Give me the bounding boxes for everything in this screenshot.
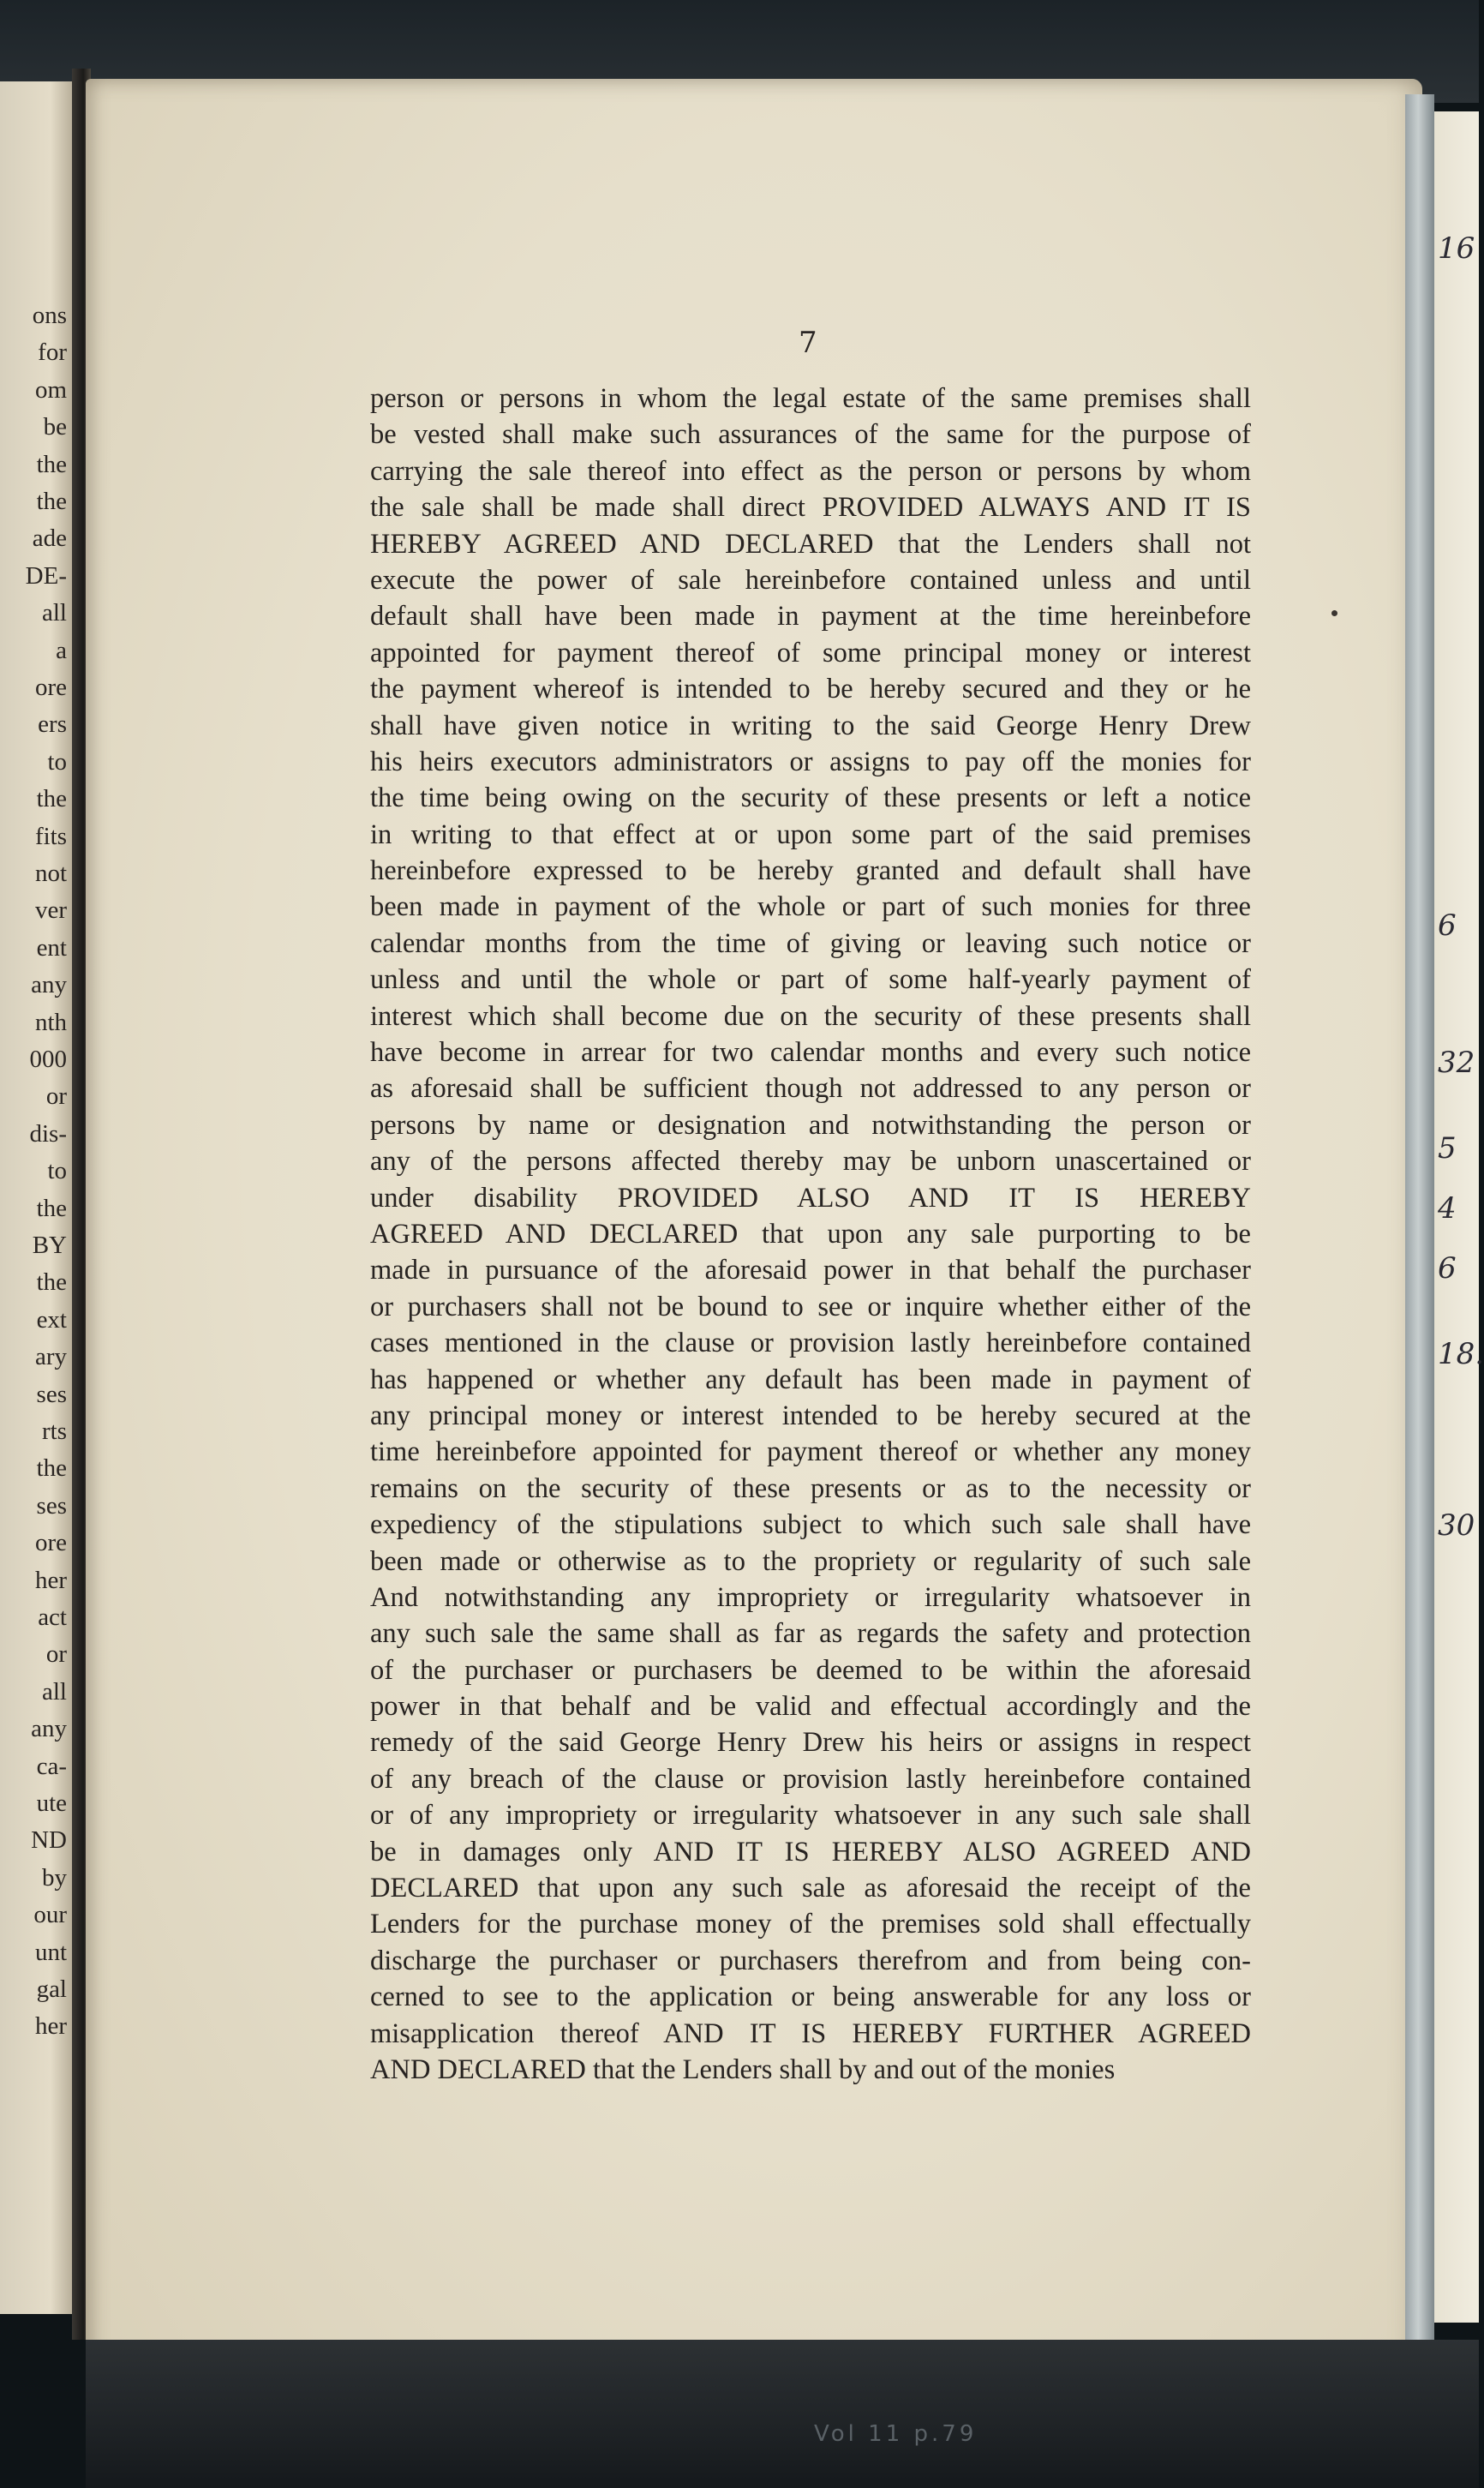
left-page-fragment: 000 xyxy=(29,1046,67,1073)
left-page-fragment: any xyxy=(31,1715,67,1743)
text-line: or of any impropriety or irregularity whatsoever in any such sale shall xyxy=(370,1800,1251,1832)
handwritten-margin-mark: 6 xyxy=(1438,908,1457,943)
text-line: AGREED AND DECLARED that upon any sale purporting to be xyxy=(370,1218,1251,1250)
text-line: And notwithstanding any impropriety or irregularity whatsoever in xyxy=(370,1581,1251,1613)
handwritten-margin-mark: 16 xyxy=(1438,231,1475,266)
left-page-fragment: her xyxy=(34,2012,67,2041)
text-line: be vested shall make such assurances of the same for the purpose of xyxy=(370,419,1251,451)
left-page-fragment: any xyxy=(31,971,67,999)
left-page-fragment: act xyxy=(38,1604,67,1631)
text-line: execute the power of sale hereinbefore contained unless and until xyxy=(370,564,1251,596)
text-line: as aforesaid shall be sufficient though not addressed to any person or xyxy=(370,1073,1251,1105)
text-line: the sale shall be made shall direct PROVIDED ALWAYS AND IT IS xyxy=(370,492,1251,524)
left-page-fragment: by xyxy=(42,1863,67,1891)
text-line: Lenders for the purchase money of the premises sold shall effectually xyxy=(370,1909,1251,1940)
text-line: in writing to that effect at or upon some part of the said premises xyxy=(370,818,1251,850)
text-line: or purchasers shall not be bound to see or inquire whether either of the xyxy=(370,1291,1251,1322)
text-line: have become in arrear for two calendar months and every such notice xyxy=(370,1037,1251,1069)
text-line: the time being owing on the security of these presents or left a notice xyxy=(370,782,1251,814)
margin-dot xyxy=(1331,610,1337,616)
left-page-fragment: dis- xyxy=(29,1119,67,1148)
left-page-fragment: DE- xyxy=(25,561,67,590)
bottom-note: Vol 11 p.79 xyxy=(814,2421,978,2447)
left-page-fragment: to xyxy=(47,747,67,776)
text-line: power in that behalf and be valid and effectual accordingly and the xyxy=(370,1691,1251,1723)
page-number: 7 xyxy=(799,326,817,360)
left-page-fragment: to xyxy=(47,1157,67,1185)
left-page-fragment: the xyxy=(36,450,67,478)
text-line: default shall have been made in payment at the time hereinbefore xyxy=(370,601,1251,632)
left-page-fragment: ext xyxy=(36,1305,67,1334)
left-page-fragment: the xyxy=(36,1194,67,1222)
text-line: interest which shall become due on the security of these presents shall xyxy=(370,1000,1251,1032)
left-page-fragment: the xyxy=(36,1454,67,1483)
left-page-fragment: ute xyxy=(36,1790,67,1817)
left-page-fragment: or xyxy=(45,1640,67,1669)
text-line: been made or otherwise as to the propriety or regularity of such sale xyxy=(370,1545,1251,1577)
left-page-fragment: unt xyxy=(34,1938,67,1966)
left-page-fragment: not xyxy=(34,860,67,887)
text-line: of any breach of the clause or provision lastly hereinbefore contained xyxy=(370,1763,1251,1795)
left-page-fragment: ons xyxy=(32,302,67,329)
left-page-fragment: her xyxy=(34,1566,67,1594)
left-page-edge xyxy=(0,81,72,2314)
left-page-fragment: the xyxy=(36,785,67,813)
left-page-fragment: ND xyxy=(31,1826,67,1855)
text-line: has happened or whether any default has been made in payment of xyxy=(370,1364,1251,1395)
handwritten-margin-mark: 6 xyxy=(1438,1251,1457,1286)
text-line: of the purchaser or purchasers be deemed to be within the aforesaid xyxy=(370,1654,1251,1686)
left-page-fragment: fits xyxy=(34,822,67,850)
text-line: any such sale the same shall as far as regards the safety and protection xyxy=(370,1618,1251,1650)
deed-body-text xyxy=(370,381,1251,2088)
text-line: remedy of the said George Henry Drew his heirs or assigns in respect xyxy=(370,1727,1251,1759)
left-page-fragment: ses xyxy=(36,1491,67,1520)
text-line: be in damages only AND IT IS HEREBY ALSO AGREED AND xyxy=(370,1836,1251,1867)
left-page-fragment: the xyxy=(36,1268,67,1297)
text-line: cases mentioned in the clause or provision lastly hereinbefore contained xyxy=(370,1328,1251,1359)
left-page-fragment: ses xyxy=(36,1380,67,1408)
left-page-fragment: ade xyxy=(32,525,67,553)
left-page-fragment: ary xyxy=(34,1343,67,1371)
handwritten-margin-mark: 32 xyxy=(1438,1046,1475,1080)
text-line: hereinbefore expressed to be hereby granted and default shall have xyxy=(370,855,1251,887)
text-line: any of the persons affected thereby may be unborn unascertained or xyxy=(370,1146,1251,1178)
text-line: time hereinbefore appointed for payment thereof or whether any money xyxy=(370,1436,1251,1468)
text-line: carrying the sale thereof into effect as the person or persons by whom xyxy=(370,455,1251,487)
left-page-fragment: ent xyxy=(36,933,67,962)
handwritten-margin-mark: 4 xyxy=(1438,1191,1457,1226)
left-page-fragment: all xyxy=(42,1677,67,1706)
text-line: remains on the security of these presents or as to the necessity or xyxy=(370,1472,1251,1504)
left-page-fragment: rts xyxy=(42,1418,67,1445)
left-page-fragment: nth xyxy=(34,1008,67,1036)
text-line: persons by name or designation and notwithstanding the person or xyxy=(370,1109,1251,1141)
text-line: HEREBY AGREED AND DECLARED that the Lenders shall not xyxy=(370,528,1251,560)
handwritten-margin-mark: 5 xyxy=(1438,1131,1457,1166)
left-page-fragment: the xyxy=(36,488,67,515)
left-page-fragment: ore xyxy=(34,1529,67,1557)
page-edge-strip xyxy=(1405,94,1434,2357)
left-page-fragment: om xyxy=(34,375,67,404)
text-line: his heirs executors administrators or assigns to pay off the monies for xyxy=(370,746,1251,777)
text-line: expediency of the stipulations subject to which such sale shall have xyxy=(370,1509,1251,1541)
left-page-fragment: ca- xyxy=(36,1752,67,1780)
text-line: been made in payment of the whole or part of such monies for three xyxy=(370,891,1251,923)
handwritten-margin-mark: 30 xyxy=(1438,1508,1475,1543)
left-page-fragment: all xyxy=(42,599,67,627)
text-line: under disability PROVIDED ALSO AND IT IS HEREBY xyxy=(370,1182,1251,1214)
text-line: unless and until the whole or part of some half-yearly payment of xyxy=(370,964,1251,996)
text-line: person or persons in whom the legal estate of the same premises shall xyxy=(370,383,1251,414)
left-page-fragment: ore xyxy=(34,674,67,701)
text-line: discharge the purchaser or purchasers therefrom and from being con- xyxy=(370,1945,1251,1976)
text-line: calendar months from the time of giving or leaving such notice or xyxy=(370,927,1251,959)
left-page-fragment: our xyxy=(33,1901,67,1929)
text-line: shall have given notice in writing to the said George Henry Drew xyxy=(370,710,1251,741)
text-line: the payment whereof is intended to be hereby secured and they or he xyxy=(370,674,1251,705)
left-page-fragment: or xyxy=(45,1082,67,1111)
book-binding-bottom xyxy=(86,2340,1479,2488)
text-line: cerned to see to the application or being answerable for any loss or xyxy=(370,1981,1251,2013)
left-page-fragment: ver xyxy=(34,896,67,925)
left-page-fragment: BY xyxy=(32,1232,67,1259)
left-page-fragment: for xyxy=(38,339,67,367)
right-sheet-edge xyxy=(1434,111,1484,2323)
left-page-fragment: be xyxy=(43,413,67,441)
left-page-fragment: a xyxy=(56,636,67,664)
text-line: any principal money or interest intended to be hereby secured at the xyxy=(370,1400,1251,1431)
handwritten-margin-mark: 18. xyxy=(1438,1337,1484,1371)
text-line: DECLARED that upon any such sale as aforesaid the receipt of the xyxy=(370,1873,1251,1904)
left-page-fragment: ers xyxy=(38,710,67,739)
text-line: made in pursuance of the aforesaid power in that behalf the purchaser xyxy=(370,1255,1251,1286)
text-line: appointed for payment thereof of some principal money or interest xyxy=(370,637,1251,668)
left-page-fragment: gal xyxy=(36,1975,67,2003)
text-line: AND DECLARED that the Lenders shall by and out of the monies xyxy=(370,2053,1116,2085)
text-line: misapplication thereof AND IT IS HEREBY FURTHER AGREED xyxy=(370,2017,1251,2049)
